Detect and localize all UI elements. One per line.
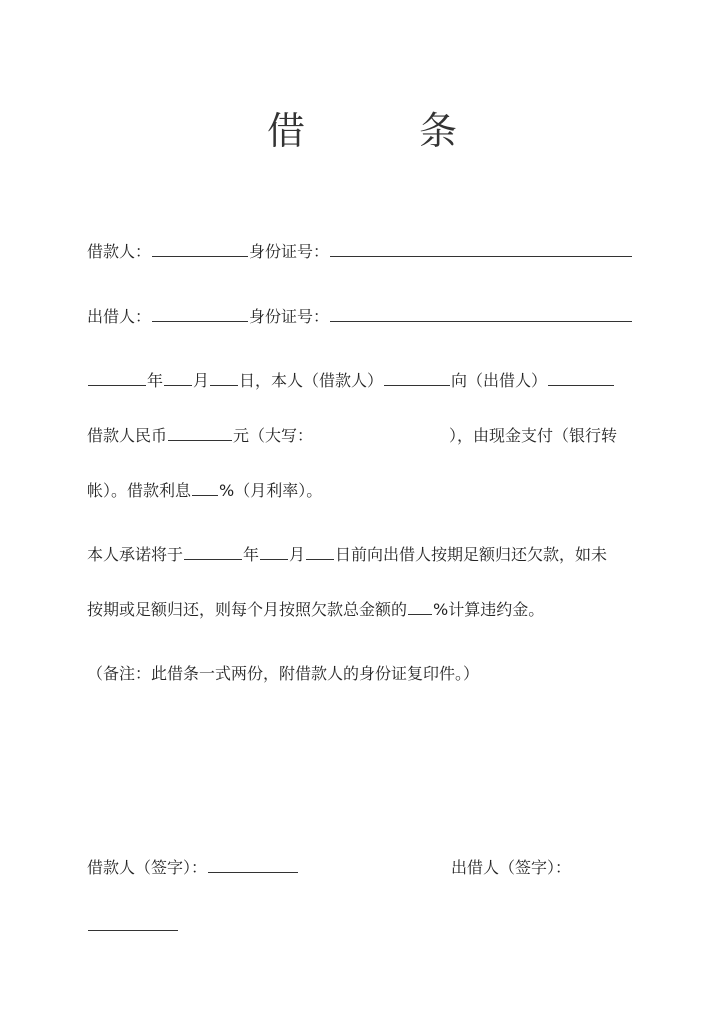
- interest-suffix: %（月利率）。: [219, 481, 323, 500]
- promise-line-2: [87, 599, 544, 621]
- lender-label: 出借人：: [87, 307, 152, 326]
- payment-method-text: ），由现金支付（银行转: [449, 426, 618, 445]
- penalty-suffix: %计算违约金。: [433, 600, 545, 619]
- amount-blank[interactable]: [168, 426, 232, 441]
- borrower-blank[interactable]: [384, 371, 450, 386]
- promise-prefix: 本人承诺将于: [87, 545, 184, 564]
- borrower-label: 借款人：: [87, 242, 152, 261]
- promise-line-1: [87, 544, 607, 566]
- repay-year-blank[interactable]: [184, 545, 242, 560]
- borrower-info-line: [87, 241, 633, 263]
- date-line: [87, 370, 615, 392]
- lender-info-line: [87, 306, 633, 328]
- repay-day-blank[interactable]: [306, 545, 334, 560]
- lender-signature-blank[interactable]: [88, 916, 178, 931]
- repay-year-text: 年: [243, 545, 260, 564]
- lender-id-blank[interactable]: [330, 307, 632, 322]
- to-lender-text: 向（出借人）: [451, 371, 548, 390]
- interest-rate-blank[interactable]: [192, 481, 218, 496]
- year-blank[interactable]: [88, 371, 146, 386]
- amount-prefix: 借款人民币: [87, 426, 168, 445]
- year-text: 年: [147, 371, 164, 390]
- promise-suffix: 日前向出借人按期足额归还欠款，如未: [335, 545, 608, 564]
- repay-month-text: 月: [289, 545, 306, 564]
- interest-line: [87, 480, 322, 502]
- borrower-name-blank[interactable]: [152, 242, 248, 257]
- borrower-signature-line: [87, 857, 299, 879]
- interest-prefix: 帐）。借款利息: [87, 481, 192, 500]
- repay-month-blank[interactable]: [260, 545, 288, 560]
- lender-signature-line: [87, 915, 179, 937]
- lender-id-label: 身份证号：: [249, 307, 330, 326]
- month-text: 月: [193, 371, 210, 390]
- note-text: （备注：此借条一式两份，附借款人的身份证复印件。）: [87, 664, 480, 683]
- lender-signature-label: 出借人（签字）：: [451, 858, 572, 877]
- lender-blank[interactable]: [548, 371, 614, 386]
- borrower-signature-blank[interactable]: [208, 858, 298, 873]
- amount-line: [87, 425, 617, 447]
- lender-name-blank[interactable]: [152, 307, 248, 322]
- borrower-id-blank[interactable]: [330, 242, 632, 257]
- day-text: 日，本人（借款人）: [239, 371, 384, 390]
- document-title: 借 条: [266, 109, 495, 153]
- penalty-prefix: 按期或足额归还，则每个月按照欠款总金额的: [87, 600, 408, 619]
- penalty-rate-blank[interactable]: [408, 600, 432, 615]
- amount-yuan-text: 元（大写：: [233, 426, 314, 445]
- borrower-signature-label: 借款人（签字）：: [87, 858, 208, 877]
- borrower-id-label: 身份证号：: [249, 242, 330, 261]
- month-blank[interactable]: [164, 371, 192, 386]
- day-blank[interactable]: [210, 371, 238, 386]
